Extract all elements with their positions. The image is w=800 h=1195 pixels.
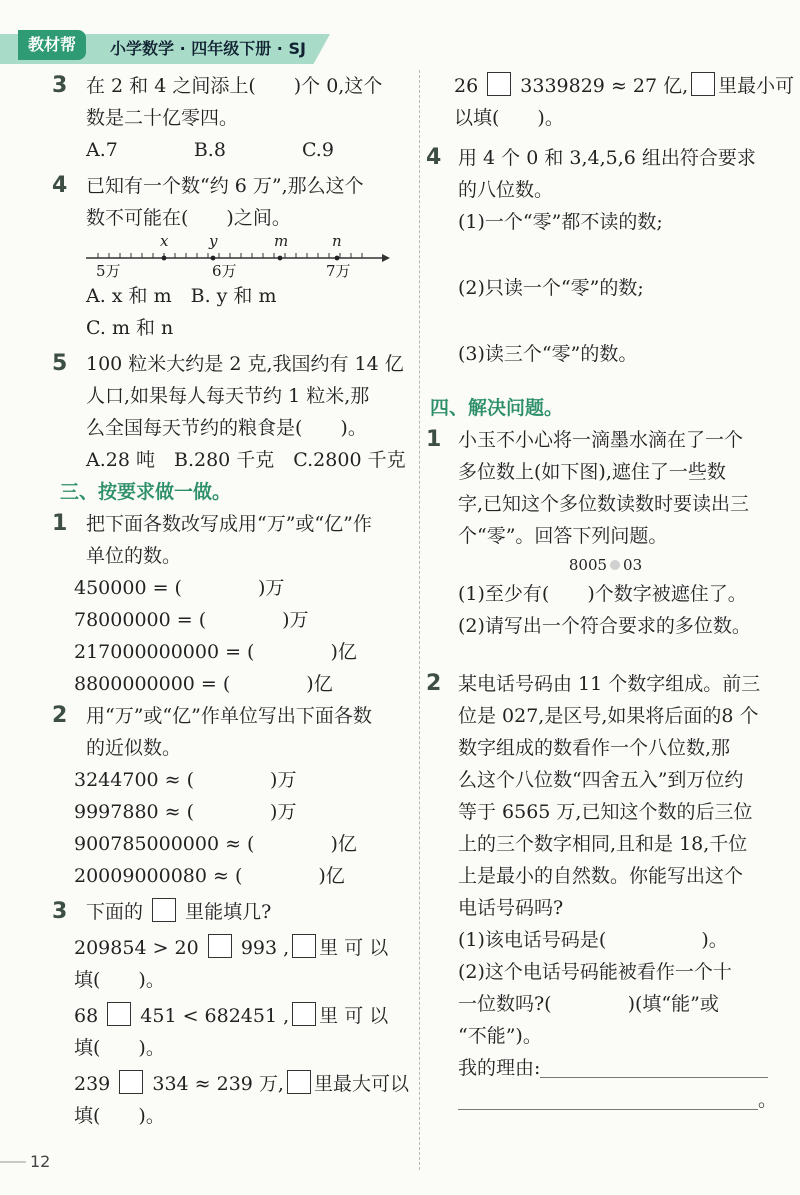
ink-blot-figure [428,552,783,578]
reason-blank [540,1057,768,1078]
question-number: 2 [52,703,68,728]
expr-part: 209854 > 20 [74,937,199,959]
question-5 [52,348,406,380]
exercise-item [56,1068,409,1100]
blank-box [152,898,176,922]
question-text: 数字组成的数看作一个八位数,那 [458,737,731,759]
figure-digits-right: 03 [623,556,643,574]
right-question-4 [428,142,783,174]
section3-q2 [52,700,406,732]
exercise-item [56,1000,406,1032]
reason-blank [458,1089,758,1110]
question-text [56,896,406,928]
section3-q3 [52,896,406,928]
right-column [426,70,795,1116]
section-title: 三、按要求做一做。 [60,481,232,503]
point-x [162,256,167,261]
question-text: 用“万”或“亿”作单位写出下面各数 [86,705,372,727]
blank-box [292,1002,316,1026]
point-label-n: n [332,232,342,250]
sub-question: (3)读三个“零”的数。 [458,343,638,365]
question-text: 多位数上(如下图),遮住了一些数 [458,461,726,483]
exercise-item: 填( )。 [74,1105,165,1127]
question-text: 上是最小的自然数。你能写出这个 [458,865,744,887]
expr-part: 68 [74,1005,99,1027]
point-label-y: y [209,232,218,250]
exercise-item: 20009000080 ≈ ( )亿 [74,865,345,887]
page-number-dash [0,1161,26,1163]
sub-question: (1)至少有( )个数字被遮住了。 [458,583,747,605]
solve-q1 [428,424,783,456]
answer-space [428,238,783,272]
question-text: 用 4 个 0 和 3,4,5,6 组出符合要求 [458,147,756,169]
blank-box [208,934,232,958]
question-text: 的近似数。 [86,737,182,759]
question-text: 数不可能在( )之间。 [86,207,291,229]
question-number: 1 [426,427,442,452]
question-text: 已知有一个数“约 6 万”,那么这个 [86,175,364,197]
question-text: 小玉不小心将一滴墨水滴在了一个 [458,429,744,451]
exercise-item: 3244700 ≈ ( )万 [74,769,297,791]
tick-label-7wan: 7万 [326,262,351,280]
blank-box [487,72,511,96]
point-m [278,256,283,261]
end-mark: 。 [758,1089,778,1111]
blank-box [287,1070,311,1094]
blank-box [292,934,316,958]
question-text: 上的三个数字相同,且和是 18,千位 [458,833,748,855]
section3-q1 [52,508,406,540]
question-text: 数是二十亿零四。 [86,107,239,129]
reason-line [428,1052,783,1084]
exercise-item: 填( )。 [74,969,165,991]
expr-part: 里 可 以 [319,1005,389,1027]
sub-question: “不能”)。 [458,1025,542,1047]
reason-label: 我的理由: [458,1057,541,1079]
book-title: 小学数学 · 四年级下册 · SJ [110,39,306,58]
tick-label-5wan: 5万 [96,262,121,280]
exercise-item: 78000000 = ( )万 [74,609,309,631]
expr-part: 里最小可 [718,75,795,97]
column-divider [419,70,421,1170]
q3-text-a: 下面的 [86,901,144,923]
question-number: 4 [52,173,68,198]
expr-part: 451 < 682451 , [140,1005,290,1027]
answer-space [428,304,783,338]
expr-part: 里 可 以 [319,937,389,959]
exercise-item: 450000 = ( )万 [74,577,285,599]
question-text: 在 2 和 4 之间添上( )个 0,这个 [86,75,383,97]
q3-text-b: 里能填几? [185,901,272,923]
exercise-item [428,70,795,102]
solve-q2 [428,668,783,700]
section-title: 四、解决问题。 [430,397,564,419]
answer-space [428,642,783,668]
sub-question: 一位数吗?( )(填“能”或 [458,993,719,1015]
question-text: 把下面各数改写成用“万”或“亿”作 [86,513,372,535]
question-text: 100 粒米大约是 2 克,我国约有 14 亿 [86,353,404,375]
figure-digits-left: 8005 [568,556,608,574]
expr-part: 里最大可以 [313,1073,409,1095]
brand-badge: 教材帮 [18,30,86,60]
blank-box [691,72,715,96]
question-text: 字,已知这个多位数读数时要读出三 [458,493,750,515]
question-text: 位是 027,是区号,如果将后面的8 个 [458,705,759,727]
blank-box [119,1070,143,1094]
question-text: 么这个八位数“四舍五入”到万位约 [458,769,744,791]
question-number: 3 [52,899,68,924]
reason-line-2 [428,1084,783,1116]
sub-question: (2)只读一个“零”的数; [458,277,644,299]
ink-blot-icon [610,560,620,570]
question-text: 么全国每天节约的粮食是( )。 [86,417,367,439]
question-number: 2 [426,671,442,696]
answer-options: A.28 吨 B.280 千克 C.2800 千克 [86,449,406,471]
exercise-item: 填( )。 [74,1037,165,1059]
question-number: 4 [426,145,442,170]
question-text: 电话号码吗? [458,897,564,919]
expr-part: 334 ≈ 239 万, [152,1073,284,1095]
answer-options: C. m 和 n [86,317,174,339]
blank-box [107,1002,131,1026]
question-text: 等于 6565 万,已知这个数的后三位 [458,801,753,823]
expr-part: 26 [454,75,479,97]
question-number: 3 [52,73,68,98]
question-text: 人口,如果每人每天节约 1 粒米,那 [86,385,370,407]
sub-question: (1)该电话号码是( )。 [458,929,728,951]
number-line [80,234,406,280]
question-text: 的八位数。 [458,179,554,201]
question-number: 1 [52,511,68,536]
sub-question: (2)请写出一个符合要求的多位数。 [458,615,751,637]
question-text: 某电话号码由 11 个数字组成。前三 [458,673,761,695]
answer-options: A. x 和 m B. y 和 m [86,285,277,307]
answer-space [428,370,783,392]
question-text: 单位的数。 [86,545,182,567]
answer-options: A.7 B.8 C.9 [86,139,334,161]
page-number: 12 [30,1152,51,1171]
tick-label-6wan: 6万 [212,262,237,280]
point-label-m: m [274,232,289,250]
expr-part: 993 , [240,937,290,959]
exercise-item: 8800000000 = ( )亿 [74,673,333,695]
exercise-item: 900785000000 ≈ ( )亿 [74,833,357,855]
exercise-item [56,932,406,964]
question-3 [52,70,406,102]
point-label-x: x [160,232,169,250]
sub-question: (2)这个电话号码能被看作一个十 [458,961,732,983]
exercise-item: 217000000000 = ( )亿 [74,641,357,663]
expr-part: 3339829 ≈ 27 亿, [520,75,689,97]
left-column [52,70,409,1132]
expr-part: 239 [74,1073,111,1095]
question-4 [52,170,406,202]
question-text: 个“零”。回答下列问题。 [458,525,668,547]
sub-question: (1)一个“零”都不读的数; [458,211,663,233]
question-number: 5 [52,351,68,376]
exercise-item: 9997880 ≈ ( )万 [74,801,297,823]
exercise-item: 以填( )。 [454,107,564,129]
